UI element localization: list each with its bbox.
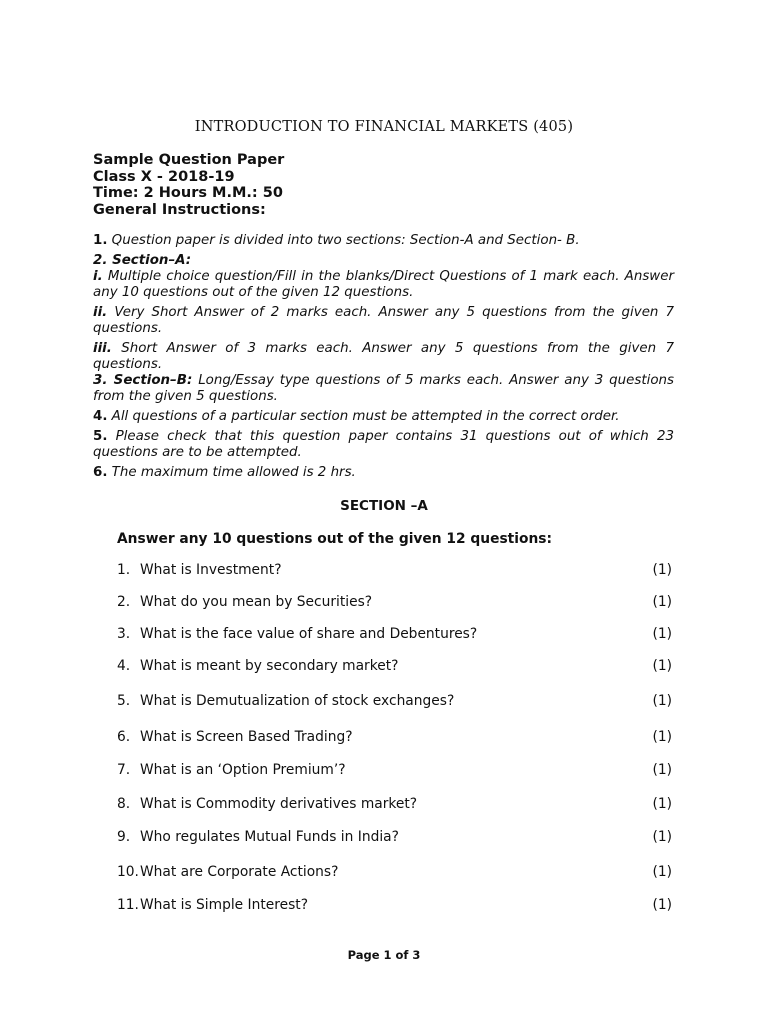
question-text: What is meant by secondary market? <box>140 658 399 674</box>
question-marks: (1) <box>652 762 672 778</box>
question-marks: (1) <box>652 897 672 913</box>
question-number: 4. <box>117 658 131 674</box>
question-row <box>117 729 672 745</box>
question-number: 6. <box>117 729 131 745</box>
question-text: What is Investment? <box>140 562 282 578</box>
meta-class: Class X - 2018-19 <box>93 168 235 185</box>
question-number: 2. <box>117 594 131 610</box>
meta-sample-paper: Sample Question Paper <box>93 152 285 168</box>
question-row <box>117 626 672 642</box>
question-number: 11. <box>117 897 139 913</box>
instruction-2-i: i. Multiple choice question/Fill in the blanks/Direct Questions of 1 mark each. Answer any 10 questions out of the given 12 questions. <box>93 269 674 300</box>
question-row <box>117 762 672 778</box>
question-row <box>117 658 672 674</box>
question-row <box>117 562 672 578</box>
instruction-3: 3. Section–B: Long/Essay type questions of 5 marks each. Answer any 3 questions from the given 5 questions. <box>93 373 674 404</box>
meta-general-instructions: General Instructions: <box>93 201 266 218</box>
section-a-instruction: Answer any 10 questions out of the given 12 questions: <box>117 531 553 547</box>
meta-time-marks: Time: 2 Hours M.M.: 50 <box>93 185 283 201</box>
instruction-6: 6. The maximum time allowed is 2 hrs. <box>93 465 356 480</box>
question-marks: (1) <box>652 658 672 674</box>
question-row <box>117 594 672 610</box>
question-marks: (1) <box>652 829 672 845</box>
question-number: 3. <box>117 626 131 642</box>
question-text: What is Screen Based Trading? <box>140 729 353 745</box>
question-marks: (1) <box>652 594 672 610</box>
instruction-2-ii: ii. Very Short Answer of 2 marks each. Answer any 5 questions from the given 7 questions. <box>93 305 674 336</box>
question-row <box>117 693 672 709</box>
paper-meta <box>93 152 284 218</box>
question-marks: (1) <box>652 626 672 642</box>
question-text: What is the face value of share and Debentures? <box>140 626 478 642</box>
paper-title: INTRODUCTION TO FINANCIAL MARKETS (405) <box>194 119 574 135</box>
question-text: What is Commodity derivatives market? <box>140 796 418 812</box>
question-text: Who regulates Mutual Funds in India? <box>140 829 399 845</box>
question-number: 1. <box>117 562 131 578</box>
question-text: What is an ‘Option Premium’? <box>140 762 346 778</box>
question-marks: (1) <box>652 864 672 880</box>
section-a-heading: SECTION –A <box>340 498 428 514</box>
question-marks: (1) <box>652 729 672 745</box>
question-text: What is Simple Interest? <box>140 897 309 913</box>
question-text: What are Corporate Actions? <box>140 864 339 880</box>
question-number: 7. <box>117 762 131 778</box>
question-number: 9. <box>117 829 131 845</box>
question-marks: (1) <box>652 796 672 812</box>
question-row <box>117 796 672 812</box>
instruction-4: 4. All questions of a particular section must be attempted in the correct order. <box>93 409 620 424</box>
question-marks: (1) <box>652 693 672 709</box>
question-text: What is Demutualization of stock exchanges? <box>140 693 455 709</box>
question-text: What do you mean by Securities? <box>140 594 373 610</box>
question-row <box>117 829 672 845</box>
instruction-2-heading: 2. Section–A: <box>93 253 192 268</box>
instruction-1: 1. Question paper is divided into two sections: Section-A and Section- B. <box>93 233 580 248</box>
question-marks: (1) <box>652 562 672 578</box>
question-row <box>117 897 672 913</box>
instruction-5: 5. Please check that this question paper contains 31 questions out of which 23 questions are to be attempted. <box>93 429 674 460</box>
page-number-footer: Page 1 of 3 <box>347 948 421 962</box>
question-number: 8. <box>117 796 131 812</box>
question-number: 5. <box>117 693 131 709</box>
question-number: 10. <box>117 864 139 880</box>
instructions-block <box>93 233 674 481</box>
question-row <box>117 864 672 880</box>
instruction-2-iii: iii. Short Answer of 3 marks each. Answer any 5 questions from the given 7 questions. <box>93 341 674 372</box>
